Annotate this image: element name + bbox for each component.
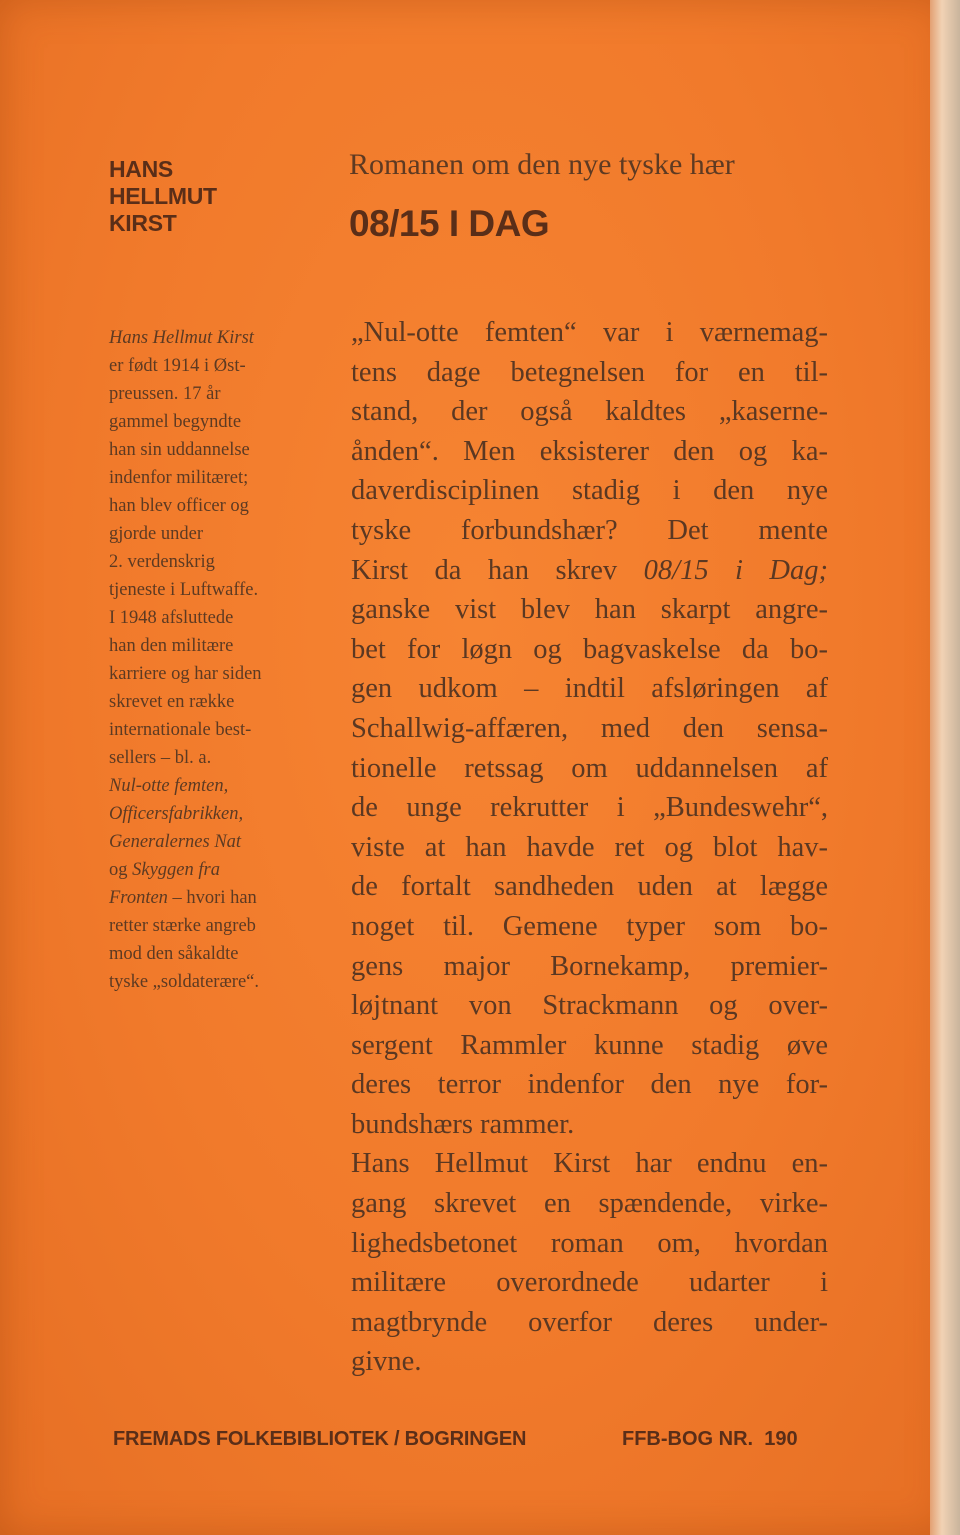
text-segment: tyske forbundshær? Det mente <box>351 514 828 546</box>
text-line <box>109 548 311 576</box>
text-line <box>351 590 828 630</box>
text-line <box>351 1263 828 1303</box>
text-segment: Schallwig-affæren, med den sensa- <box>351 712 828 744</box>
text-segment: tjeneste i Luftwaffe. <box>109 580 259 600</box>
text-segment: retter stærke angreb <box>109 916 256 936</box>
book-spine-edge <box>930 0 960 1535</box>
text-line <box>351 630 828 670</box>
text-line <box>109 912 311 940</box>
text-segment: Hans Hellmut Kirst har endnu en- <box>351 1148 828 1180</box>
text-line <box>109 660 311 688</box>
text-segment: gens major Bornekamp, premier- <box>351 950 828 982</box>
italic-text: Nul-otte femten, <box>109 776 229 796</box>
text-line <box>351 749 828 789</box>
text-line <box>109 520 311 548</box>
italic-text: Generalernes Nat <box>109 832 242 852</box>
text-segment: bundshærs rammer. <box>351 1108 575 1140</box>
text-line <box>351 986 828 1026</box>
text-line <box>351 392 828 432</box>
publisher-name: FREMADS FOLKEBIBLIOTEK / BOGRINGEN <box>113 1428 527 1450</box>
text-segment: preussen. 17 år <box>109 384 221 404</box>
text-segment: karriere og har siden <box>109 664 262 684</box>
series-label: FFB-BOG NR. <box>622 1428 754 1450</box>
text-segment: Kirst da han skrev <box>351 554 644 586</box>
text-line <box>351 471 828 511</box>
text-line <box>351 947 828 987</box>
text-segment: viste at han havde ret og blot hav- <box>351 831 828 863</box>
text-line <box>109 800 311 828</box>
text-segment: sellers – bl. a. <box>109 748 212 768</box>
text-segment: han blev officer og <box>109 496 249 516</box>
text-line <box>109 436 311 464</box>
text-line <box>351 1224 828 1264</box>
text-line <box>109 324 311 352</box>
text-line <box>109 856 311 884</box>
series-number <box>622 1428 798 1451</box>
text-segment: tionelle retssag om uddannelsen af <box>351 752 828 784</box>
text-segment: givne. <box>351 1346 422 1378</box>
text-line <box>351 907 828 947</box>
italic-text: 08/15 i Dag; <box>643 554 828 586</box>
author-line: HANS <box>109 156 173 182</box>
text-segment: løjtnant von Strackmann og over- <box>351 990 828 1022</box>
text-line <box>109 744 311 772</box>
text-line <box>109 576 311 604</box>
text-segment: tyske „soldaterære“. <box>109 972 259 992</box>
text-segment: „Nul-otte femten“ var i værnemag- <box>351 317 828 348</box>
text-segment: lighedsbetonet roman om, hvordan <box>351 1227 828 1259</box>
text-line <box>351 313 828 353</box>
text-line <box>351 353 828 393</box>
text-line <box>109 968 311 996</box>
text-line <box>109 492 311 520</box>
text-segment: sergent Rammler kunne stadig øve <box>351 1029 828 1061</box>
text-line <box>109 828 311 856</box>
text-line <box>351 867 828 907</box>
text-segment: noget til. Gemene typer som bo- <box>351 910 828 942</box>
text-segment: er født 1914 i Øst- <box>109 356 246 376</box>
text-line <box>109 884 311 912</box>
italic-text: Officersfabrikken, <box>109 804 244 824</box>
text-segment: mod den såkaldte <box>109 944 239 964</box>
author-bio <box>109 324 311 996</box>
text-line <box>351 1342 828 1382</box>
text-segment: I 1948 afsluttede <box>109 608 234 628</box>
italic-text: Skyggen fra <box>132 860 220 880</box>
text-segment: bet for løgn og bagvaskelse da bo- <box>351 633 828 665</box>
text-line <box>351 432 828 472</box>
text-line <box>351 1144 828 1184</box>
text-segment: gammel begyndte <box>109 412 242 432</box>
text-line <box>109 408 311 436</box>
text-line <box>109 604 311 632</box>
text-segment: de fortalt sandheden uden at lægge <box>351 871 828 903</box>
text-segment: han den militære <box>109 636 234 656</box>
text-segment: deres terror indenfor den nye for- <box>351 1069 828 1101</box>
text-segment: skrevet en række <box>109 692 235 712</box>
text-segment: ganske vist blev han skarpt angre- <box>351 594 828 626</box>
text-segment: og <box>109 860 133 880</box>
author-line: HELLMUT <box>109 183 217 209</box>
text-line <box>109 688 311 716</box>
text-segment: ånden“. Men eksisterer den og ka- <box>351 435 828 467</box>
blurb-text <box>351 313 828 1382</box>
text-segment: de unge rekrutter i „Bundeswehr“, <box>351 792 828 824</box>
series-number-value: 190 <box>764 1428 798 1450</box>
text-segment: gen udkom – indtil afsløringen af <box>351 673 828 705</box>
text-line <box>109 464 311 492</box>
author-line: KIRST <box>109 210 177 236</box>
text-segment: han sin uddannelse <box>109 440 250 460</box>
text-line <box>109 380 311 408</box>
text-line <box>109 632 311 660</box>
text-segment: magtbrynde overfor deres under- <box>351 1306 828 1338</box>
text-segment: internationale best- <box>109 720 252 740</box>
text-line <box>109 716 311 744</box>
text-line <box>351 1184 828 1224</box>
tagline: Romanen om den nye tyske hær <box>349 148 735 181</box>
text-segment: militære overordnede udarter i <box>351 1267 828 1299</box>
text-segment: – hvori han <box>167 888 257 908</box>
text-line <box>351 709 828 749</box>
text-line <box>351 669 828 709</box>
text-line <box>351 788 828 828</box>
italic-text: Hans Hellmut Kirst <box>109 328 254 348</box>
text-line <box>351 828 828 868</box>
text-segment: gjorde under <box>109 524 204 544</box>
text-line <box>351 511 828 551</box>
author-name <box>109 156 217 237</box>
text-segment: indenfor militæret; <box>109 468 249 488</box>
text-segment: 2. verdenskrig <box>109 552 215 572</box>
text-line <box>109 772 311 800</box>
text-segment: daverdisciplinen stadig i den nye <box>351 475 828 507</box>
text-line <box>351 1105 828 1145</box>
text-line <box>351 1026 828 1066</box>
text-segment: tens dage betegnelsen for en til- <box>351 356 828 388</box>
text-line <box>351 1065 828 1105</box>
text-line <box>109 940 311 968</box>
text-segment: stand, der også kaldtes „kaserne- <box>351 396 828 428</box>
text-line <box>351 1303 828 1343</box>
italic-text: Fronten <box>109 888 168 908</box>
text-line <box>351 551 828 591</box>
text-line <box>109 352 311 380</box>
text-segment: gang skrevet en spændende, virke- <box>351 1188 828 1220</box>
book-title: 08/15 I DAG <box>349 203 550 244</box>
